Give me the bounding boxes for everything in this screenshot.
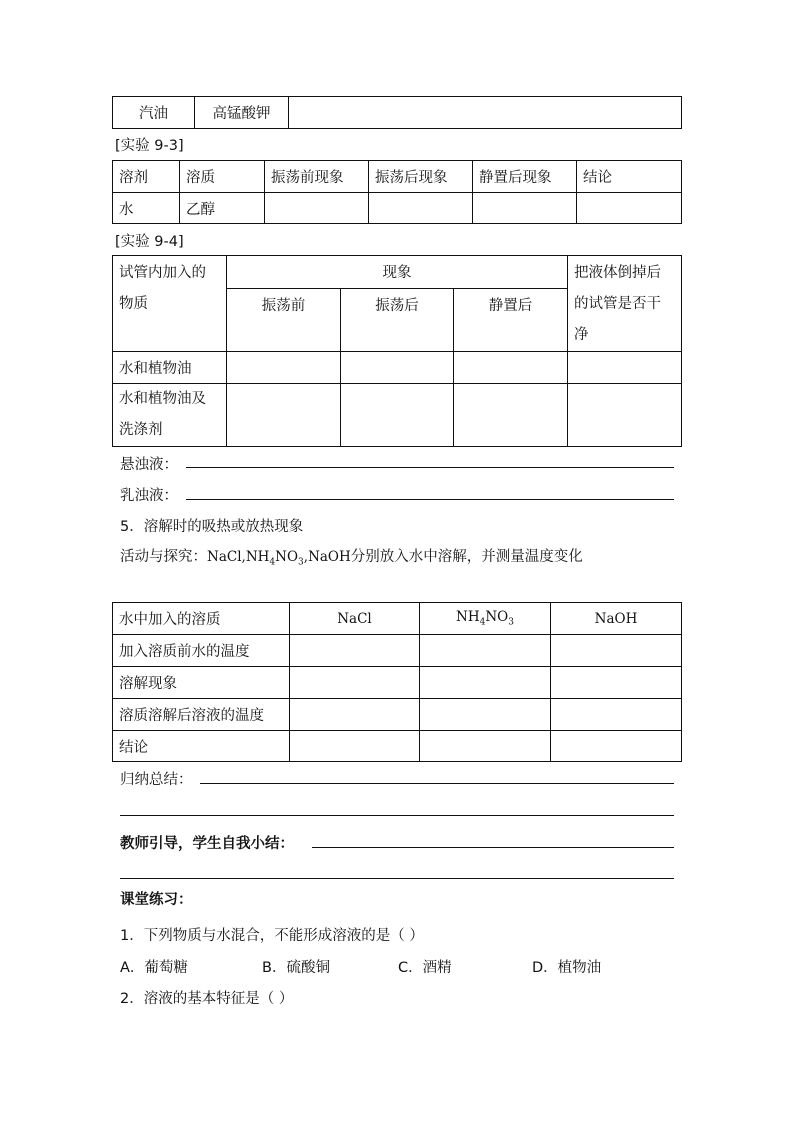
question-2-stem: 2．溶液的基本特征是（ ）	[120, 991, 294, 1007]
answer-cell[interactable]	[577, 193, 682, 224]
answer-cell[interactable]	[227, 384, 341, 447]
option-b[interactable]: B．硫酸铜	[262, 960, 330, 976]
row-water-temp-before: 加入溶质前水的温度	[113, 635, 290, 667]
answer-cell[interactable]	[420, 699, 551, 731]
answer-cell[interactable]	[420, 731, 551, 762]
answer-cell[interactable]	[473, 193, 577, 224]
header-before-shaking: 振荡前	[227, 288, 341, 351]
cell-permanganate: 高锰酸钾	[195, 97, 289, 129]
option-a[interactable]: A．葡萄糖	[120, 960, 188, 976]
activity-text	[120, 545, 583, 568]
answer-cell[interactable]	[551, 667, 682, 699]
experiment-9-4-table	[112, 255, 682, 447]
emulsion-label: 乳浊液：	[120, 488, 178, 504]
answer-cell[interactable]	[568, 384, 682, 447]
answer-cell[interactable]	[568, 352, 682, 384]
teacher-answer-line-1[interactable]	[312, 847, 674, 848]
teacher-answer-line-2[interactable]	[120, 878, 674, 879]
cell-gasoline: 汽油	[113, 97, 195, 129]
top-table	[112, 96, 682, 129]
header-before-shaking: 振荡前现象	[265, 161, 369, 193]
answer-cell[interactable]	[454, 352, 568, 384]
temperature-table	[112, 602, 682, 762]
row-solution-temp-after: 溶质溶解后溶液的温度	[113, 699, 290, 731]
header-after-shaking: 振荡后现象	[369, 161, 473, 193]
section-5-title: 5．溶解时的吸热或放热现象	[120, 519, 304, 535]
header-after-standing: 静置后	[454, 288, 568, 351]
answer-cell[interactable]	[551, 635, 682, 667]
answer-cell[interactable]	[290, 667, 420, 699]
answer-cell[interactable]	[290, 635, 420, 667]
row-dissolution-phenomenon: 溶解现象	[113, 667, 290, 699]
row-water-oil-detergent: 水和植物油及洗涤剂	[113, 384, 227, 447]
row-water-oil: 水和植物油	[113, 352, 227, 384]
header-solute: 溶质	[180, 161, 265, 193]
answer-cell[interactable]	[454, 384, 568, 447]
answer-cell[interactable]	[420, 667, 551, 699]
summary-answer-line-1[interactable]	[200, 783, 674, 784]
header-after-shaking: 振荡后	[341, 288, 454, 351]
activity-prefix: 活动与探究：	[120, 549, 207, 565]
answer-cell[interactable]	[290, 731, 420, 762]
summary-label: 归纳总结：	[120, 772, 193, 788]
header-after-standing: 静置后现象	[473, 161, 577, 193]
header-nacl: NaCl	[290, 603, 420, 635]
answer-cell[interactable]	[265, 193, 369, 224]
summary-answer-line-2[interactable]	[120, 815, 674, 816]
header-solvent: 溶剂	[113, 161, 180, 193]
activity-nh4no3: $NH_4NO_3$,	[245, 549, 309, 568]
header-solute-added: 水中加入的溶质	[113, 603, 290, 635]
cell-water: 水	[113, 193, 180, 224]
cell-empty[interactable]	[289, 97, 682, 129]
practice-title: 课堂练习：	[120, 892, 193, 908]
suspension-answer-line[interactable]	[186, 467, 674, 468]
experiment-9-4-label: [实验 9-4]	[115, 234, 184, 250]
answer-cell[interactable]	[551, 731, 682, 762]
activity-suffix: 分别放入水中溶解，并测量温度变化	[350, 549, 583, 565]
row-conclusion: 结论	[113, 731, 290, 762]
header-conclusion: 结论	[577, 161, 682, 193]
suspension-label: 悬浊液：	[120, 457, 178, 473]
cell-ethanol: 乙醇	[180, 193, 265, 224]
header-nh4no3: $NH_4NO_3$	[420, 603, 551, 635]
answer-cell[interactable]	[551, 699, 682, 731]
activity-nacl: NaCl,	[207, 549, 246, 565]
experiment-9-3-label: [实验 9-3]	[115, 138, 184, 154]
activity-naoh: NaOH	[308, 549, 351, 565]
header-naoh: NaOH	[551, 603, 682, 635]
header-substance: 试管内加入的物质	[113, 256, 227, 352]
answer-cell[interactable]	[369, 193, 473, 224]
answer-cell[interactable]	[341, 352, 454, 384]
header-phenomenon: 现象	[227, 256, 568, 289]
answer-cell[interactable]	[341, 384, 454, 447]
emulsion-answer-line[interactable]	[186, 499, 674, 500]
header-tube-clean: 把液体倒掉后的试管是否干净	[568, 256, 682, 352]
question-1-stem: 1．下列物质与水混合，不能形成溶液的是（ ）	[120, 928, 424, 944]
answer-cell[interactable]	[227, 352, 341, 384]
answer-cell[interactable]	[290, 699, 420, 731]
option-c[interactable]: C．酒精	[398, 960, 452, 976]
answer-cell[interactable]	[420, 635, 551, 667]
teacher-guidance-label: 教师引导，学生自我小结：	[120, 836, 294, 852]
experiment-9-3-table	[112, 160, 682, 224]
option-d[interactable]: D．植物油	[532, 960, 602, 976]
